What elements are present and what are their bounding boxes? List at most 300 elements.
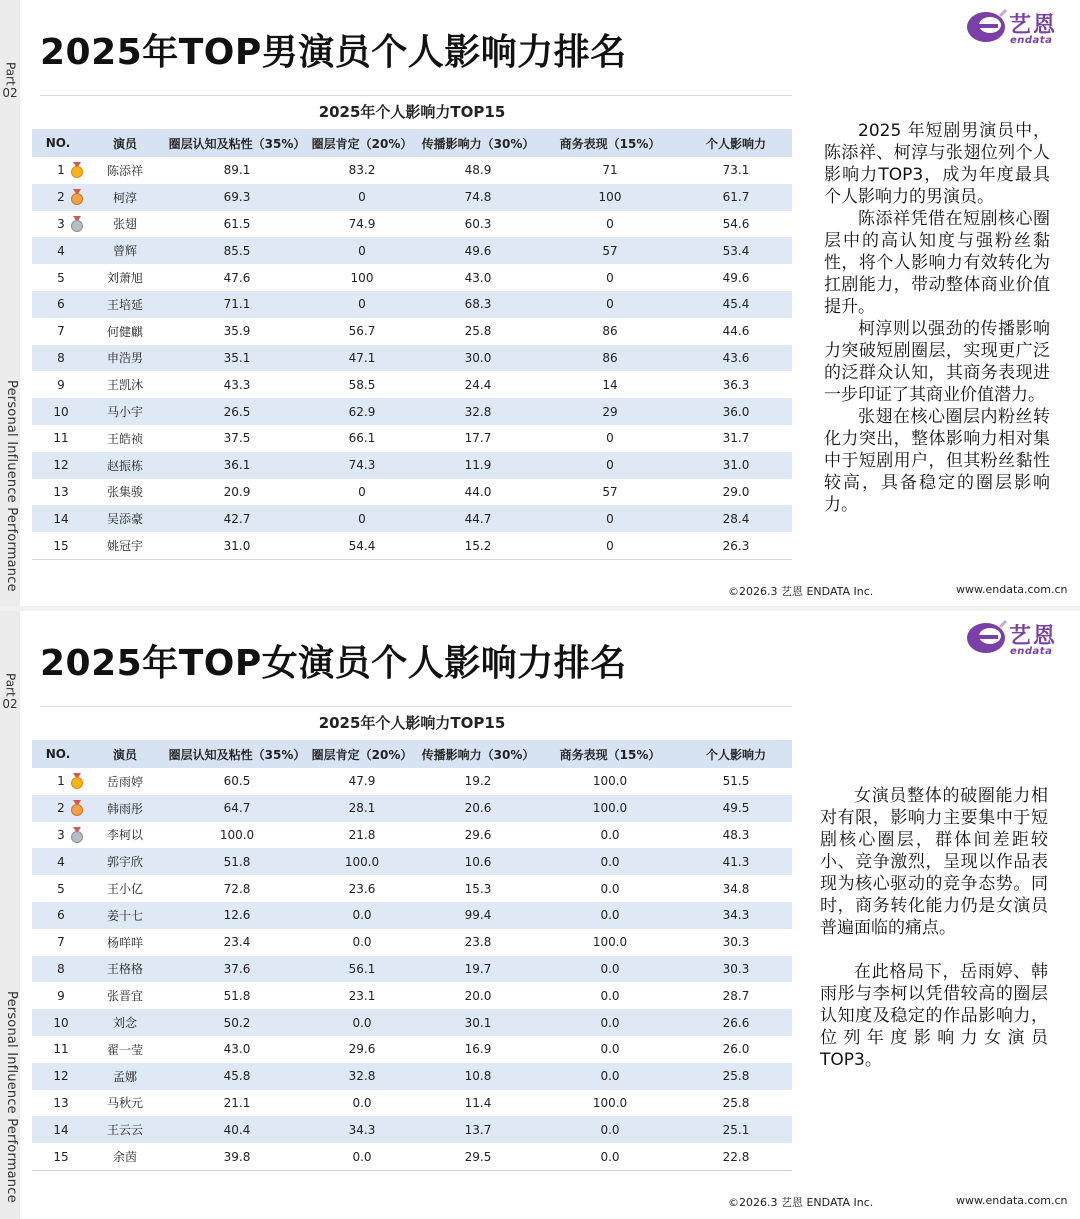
page-title: 2025年TOP男演员个人影响力排名 [40,32,627,73]
rank-number: 6 [57,297,65,312]
actor-name-cell: 王格格 [84,956,166,983]
table-row [32,1143,792,1170]
logo-en: endata [1010,646,1053,657]
col-header: NO. [32,129,84,157]
rank-number: 3 [57,827,65,842]
rank-cell [32,291,84,318]
table-row [32,768,792,795]
influence-score-cell: 61.7 [680,184,792,211]
rank-cell [32,822,84,849]
actor-name-cell: 岳雨婷 [106,774,143,789]
rank-cell [32,929,84,956]
rank-number: 13 [53,1095,69,1110]
awareness-score-cell: 37.6 [166,956,308,983]
analysis-text [820,785,1048,1071]
rank-number: 10 [53,1015,69,1030]
title-divider [40,706,792,707]
business-score-cell: 0.0 [600,1042,620,1057]
awareness-score-cell: 69.3 [166,184,308,211]
rank-number: 7 [57,935,65,950]
page-title: 2025年TOP女演员个人影响力排名 [40,643,627,684]
rank-cell [32,902,84,929]
table-header [32,740,792,768]
rank-cell [32,184,84,211]
table-row [32,822,792,849]
table-row [32,371,792,398]
spread-score-cell: 16.9 [464,1042,492,1057]
table-title: 2025年个人影响力TOP15 [318,714,506,732]
actor-name-cell: 申浩男 [84,345,166,372]
awareness-score-cell: 61.5 [223,216,251,231]
actor-name-cell: 刘念 [84,1009,166,1036]
table-body [32,157,792,559]
business-score-cell: 0.0 [600,881,620,896]
business-score-cell: 100.0 [540,795,680,822]
actor-name-cell: 杨咩咩 [106,935,143,950]
business-score-cell: 0.0 [540,1009,680,1036]
rank-cell [32,345,84,372]
spread-score-cell: 32.8 [416,398,540,425]
rank-number: 9 [57,377,65,392]
influence-score-cell: 51.5 [722,774,750,789]
rank-cell [32,956,84,983]
business-score-cell: 0.0 [540,848,680,875]
rank-number: 14 [53,511,69,526]
actor-name-cell: 王皓祯 [106,431,143,446]
table-row [32,345,792,372]
actor-name-cell: 姜十七 [84,902,166,929]
rank-cell [32,848,84,875]
rank-cell [32,318,84,345]
spread-score-cell: 48.9 [464,163,492,178]
spread-score-cell: 20.0 [464,988,492,1003]
spread-score-cell: 25.8 [464,324,492,339]
col-header: 商务表现（15%） [540,740,680,768]
table-row [32,1116,792,1143]
table-row [32,264,792,291]
recognition-score-cell: 83.2 [348,163,376,178]
spread-score-cell: 24.4 [464,377,492,392]
rank-number: 7 [57,324,65,339]
business-score-cell: 0.0 [540,1143,680,1170]
business-score-cell: 0 [606,431,614,446]
copyright: ©2026.3 艺恩 ENDATA Inc. [728,585,874,598]
recognition-score-cell: 54.4 [308,532,416,559]
spread-score-cell: 11.9 [416,452,540,479]
business-score-cell: 14 [602,377,618,392]
col-header: 演员 [84,129,166,157]
awareness-score-cell: 47.6 [223,270,251,285]
recognition-score-cell: 0.0 [308,1009,416,1036]
recognition-score-cell: 21.8 [348,827,376,842]
table-row [32,157,792,184]
influence-score-cell: 34.8 [722,881,750,896]
awareness-score-cell: 72.8 [223,881,251,896]
rank-number: 12 [53,1069,69,1084]
recognition-score-cell: 0.0 [352,935,372,950]
analysis-paragraph: 女演员整体的破圈能力相对有限，影响力主要集中于短剧核心圈层，群体间差距较小、竞争激烈，呈现以作品表现为核心驱动的竞争态势。同时，商务转化能力仍是女演员普遍面临的痛点。 [820,786,1048,938]
spread-score-cell: 23.8 [464,935,492,950]
table-row [32,452,792,479]
rank-number: 13 [53,484,69,499]
actor-name-cell: 郭宇欣 [84,848,166,875]
rank-cell [32,479,84,506]
spread-score-cell: 19.2 [464,774,492,789]
rank-cell [32,371,84,398]
business-score-cell: 0.0 [600,827,620,842]
rank-cell [32,237,84,264]
table-row [32,211,792,238]
recognition-score-cell: 100 [350,270,374,285]
recognition-score-cell: 58.5 [348,377,376,392]
awareness-score-cell: 43.0 [223,1042,251,1057]
slide-female [0,611,1080,1219]
spread-score-cell: 10.8 [416,1063,540,1090]
spread-score-cell: 44.7 [416,505,540,532]
business-score-cell: 100.0 [592,774,628,789]
table-row [32,956,792,983]
spread-score-cell: 15.3 [464,881,492,896]
website-link[interactable]: www.endata.com.cn [956,1194,1068,1207]
recognition-score-cell: 66.1 [348,431,376,446]
silver-medal-icon [70,216,84,232]
rank-cell [32,398,84,425]
bronze-medal-icon [70,189,84,205]
influence-score-cell: 25.8 [722,1095,750,1110]
logo-cn: 艺恩 [1009,624,1058,649]
influence-score-cell: 48.3 [722,827,750,842]
awareness-score-cell: 51.8 [166,848,308,875]
rank-number: 3 [57,216,65,231]
website-link[interactable]: www.endata.com.cn [956,583,1068,596]
table-row [32,532,792,559]
rank-cell [32,1063,84,1090]
awareness-score-cell: 37.5 [223,431,251,446]
actor-name-cell: 柯淳 [84,184,166,211]
table-row [32,318,792,345]
col-header: 个人影响力 [680,129,792,157]
rank-cell [32,264,84,291]
awareness-score-cell: 71.1 [166,291,308,318]
actor-name-cell: 翟一莹 [106,1042,143,1057]
ranking-table [32,129,792,560]
business-score-cell: 86 [540,345,680,372]
rank-number: 4 [57,243,65,258]
actor-name-cell: 曾辉 [84,237,166,264]
awareness-score-cell: 40.4 [166,1116,308,1143]
influence-score-cell: 22.8 [680,1143,792,1170]
table-title: 2025年个人影响力TOP15 [318,103,506,121]
influence-score-cell: 73.1 [722,163,750,178]
table-row [32,902,792,929]
logo-cn: 艺恩 [1009,13,1058,38]
table-body [32,768,792,1170]
business-score-cell: 57 [540,237,680,264]
col-header: 演员 [84,740,166,768]
endata-logo-icon [966,619,1008,655]
rank-number: 4 [57,854,65,869]
recognition-score-cell: 29.6 [348,1042,376,1057]
influence-score-cell: 54.6 [722,216,750,231]
spread-score-cell: 13.7 [416,1116,540,1143]
slide-male [0,0,1080,608]
part-text: Part [3,62,18,86]
rank-number: 5 [57,270,65,285]
rank-number: 2 [57,190,65,205]
business-score-cell: 100 [540,184,680,211]
spread-score-cell: 15.2 [416,532,540,559]
table-header [32,129,792,157]
influence-score-cell: 26.3 [680,532,792,559]
bronze-medal-icon [70,800,84,816]
business-score-cell: 0 [606,270,614,285]
actor-name-cell: 张集骏 [106,485,143,500]
business-score-cell: 0.0 [540,902,680,929]
recognition-score-cell: 32.8 [308,1063,416,1090]
col-header: 圈层肯定（20%） [308,740,416,768]
influence-score-cell: 43.6 [680,345,792,372]
spread-score-cell: 68.3 [416,291,540,318]
spread-score-cell: 60.3 [464,216,492,231]
rank-number: 15 [53,1149,69,1164]
awareness-score-cell: 60.5 [223,774,251,789]
rank-number: 6 [57,908,65,923]
rank-number: 2 [57,801,65,816]
rank-number: 8 [57,350,65,365]
business-score-cell: 0 [540,291,680,318]
awareness-score-cell: 12.6 [166,902,308,929]
business-score-cell: 100.0 [592,1095,628,1110]
recognition-score-cell: 0.0 [308,1143,416,1170]
spread-score-cell: 19.7 [416,956,540,983]
rank-cell [32,875,84,902]
influence-score-cell: 34.3 [680,902,792,929]
awareness-score-cell: 85.5 [166,237,308,264]
awareness-score-cell: 36.1 [166,452,308,479]
actor-name-cell: 姚冠宇 [84,532,166,559]
recognition-score-cell: 62.9 [308,398,416,425]
rank-number: 10 [53,404,69,419]
col-header: 圈层肯定（20%） [308,129,416,157]
awareness-score-cell: 39.8 [166,1143,308,1170]
recognition-score-cell: 28.1 [308,795,416,822]
recognition-score-cell: 34.3 [308,1116,416,1143]
influence-score-cell: 49.5 [680,795,792,822]
spread-score-cell: 43.0 [464,270,492,285]
awareness-score-cell: 35.9 [223,324,251,339]
col-header: 圈层认知及粘性（35%） [166,740,308,768]
table-row [32,184,792,211]
awareness-score-cell: 23.4 [223,935,251,950]
influence-score-cell: 28.4 [680,505,792,532]
spread-score-cell: 49.6 [416,237,540,264]
endata-logo [966,8,1066,48]
table-row [32,848,792,875]
business-score-cell: 0 [606,216,614,231]
actor-name-cell: 何健麒 [106,324,143,339]
actor-name-cell: 王培延 [84,291,166,318]
endata-logo [966,619,1066,659]
spread-score-cell: 30.0 [416,345,540,372]
influence-score-cell: 31.7 [722,431,750,446]
part-text: Part [3,673,18,697]
actor-name-cell: 陈添祥 [106,163,143,178]
endata-logo-icon [966,8,1008,44]
spread-score-cell: 44.0 [464,484,492,499]
recognition-score-cell: 74.9 [348,216,376,231]
part-number: 02 [2,85,18,100]
col-header: 传播影响力（30%） [416,740,540,768]
part-number: 02 [2,696,18,711]
influence-score-cell: 25.1 [680,1116,792,1143]
business-score-cell: 71 [602,163,618,178]
awareness-score-cell: 89.1 [223,163,251,178]
awareness-score-cell: 51.8 [223,988,251,1003]
analysis-paragraph: 陈添祥凭借在短剧核心圈层中的高认知度与强粉丝黏性，将个人影响力有效转化为扛剧能力，带动整体商业价值提升。 [824,209,1050,317]
rank-cell [32,768,84,795]
spread-score-cell: 74.8 [416,184,540,211]
recognition-score-cell: 0 [308,505,416,532]
influence-score-cell: 30.3 [722,935,750,950]
col-header: 个人影响力 [680,740,792,768]
awareness-score-cell: 43.3 [223,377,251,392]
table-row [32,291,792,318]
rank-number: 15 [53,538,69,553]
table-row [32,795,792,822]
spread-score-cell: 99.4 [416,902,540,929]
influence-score-cell: 28.7 [722,988,750,1003]
awareness-score-cell: 45.8 [166,1063,308,1090]
recognition-score-cell: 0 [358,484,366,499]
section-label: Personal Influence Performance [4,991,19,1203]
analysis-paragraph: 在此格局下，岳雨婷、韩雨彤与李柯以凭借较高的圈层认知度及稳定的作品影响力，位列年度影响力女演员TOP3。 [820,962,1048,1070]
table-row [32,237,792,264]
influence-score-cell: 45.4 [680,291,792,318]
rank-cell [32,211,84,238]
influence-score-cell: 36.0 [680,398,792,425]
influence-score-cell: 49.6 [722,270,750,285]
table-row [32,929,792,956]
awareness-score-cell: 42.7 [166,505,308,532]
influence-score-cell: 31.0 [680,452,792,479]
col-header: 圈层认知及粘性（35%） [166,129,308,157]
actor-name-cell: 韩雨彤 [84,795,166,822]
recognition-score-cell: 0.0 [308,902,416,929]
actor-name-cell: 赵振栋 [84,452,166,479]
spread-score-cell: 17.7 [464,431,492,446]
recognition-score-cell: 23.1 [348,988,376,1003]
recognition-score-cell: 47.1 [308,345,416,372]
awareness-score-cell: 35.1 [166,345,308,372]
spread-score-cell: 20.6 [416,795,540,822]
influence-score-cell: 30.3 [680,956,792,983]
table-row [32,425,792,452]
table-row [32,1009,792,1036]
awareness-score-cell: 21.1 [223,1095,251,1110]
recognition-score-cell: 74.3 [308,452,416,479]
logo-en: endata [1010,35,1053,46]
awareness-score-cell: 20.9 [223,484,251,499]
influence-score-cell: 41.3 [680,848,792,875]
recognition-score-cell: 0.0 [352,1095,372,1110]
col-header: 传播影响力（30%） [416,129,540,157]
rank-cell [32,425,84,452]
influence-score-cell: 26.0 [722,1042,750,1057]
recognition-score-cell: 47.9 [348,774,376,789]
rank-number: 14 [53,1122,69,1137]
rank-cell [32,532,84,559]
spread-score-cell: 29.5 [416,1143,540,1170]
influence-score-cell: 29.0 [722,484,750,499]
business-score-cell: 86 [602,324,618,339]
table-row [32,982,792,1009]
influence-score-cell: 26.6 [680,1009,792,1036]
rank-number: 12 [53,458,69,473]
rank-cell [32,1036,84,1063]
business-score-cell: 0.0 [540,1063,680,1090]
recognition-score-cell: 0 [308,237,416,264]
actor-name-cell: 张晋宜 [106,989,143,1004]
business-score-cell: 0 [540,505,680,532]
copyright: ©2026.3 艺恩 ENDATA Inc. [728,1196,874,1209]
actor-name-cell: 王小亿 [106,882,143,897]
analysis-paragraph: 2025 年短剧男演员中，陈添祥、柯淳与张翅位列个人影响力TOP3，成为年度最具个人影响力的男演员。 [824,121,1050,207]
awareness-score-cell: 100.0 [219,827,255,842]
rank-number: 11 [53,431,69,446]
rank-cell [32,1009,84,1036]
rank-cell [32,982,84,1009]
business-score-cell: 100.0 [592,935,628,950]
analysis-text [824,120,1050,516]
actor-name-cell: 刘萧旭 [106,271,143,286]
rank-number: 9 [57,988,65,1003]
rank-cell [32,1116,84,1143]
rank-cell [32,795,84,822]
business-score-cell: 0.0 [600,988,620,1003]
section-label: Personal Influence Performance [4,380,19,592]
gold-medal-icon [70,773,84,789]
influence-score-cell: 25.8 [680,1063,792,1090]
table-row [32,505,792,532]
part-label [1,673,19,712]
recognition-score-cell: 0 [308,291,416,318]
ranking-table [32,740,792,1171]
spread-score-cell: 29.6 [464,827,492,842]
business-score-cell: 57 [602,484,618,499]
actor-name-cell: 余茵 [84,1143,166,1170]
table-row [32,1036,792,1063]
col-header: 商务表现（15%） [540,129,680,157]
rank-cell [32,452,84,479]
spread-score-cell: 30.1 [416,1009,540,1036]
rank-number: 11 [53,1042,69,1057]
business-score-cell: 0 [540,532,680,559]
rank-number: 8 [57,961,65,976]
rank-number: 1 [57,774,65,789]
business-score-cell: 0 [540,452,680,479]
rank-cell [32,1143,84,1170]
title-divider [40,95,792,96]
recognition-score-cell: 0 [308,184,416,211]
influence-score-cell: 36.3 [722,377,750,392]
actor-name-cell: 王凯沐 [106,378,143,393]
recognition-score-cell: 100.0 [308,848,416,875]
influence-score-cell: 53.4 [680,237,792,264]
awareness-score-cell: 31.0 [166,532,308,559]
gold-medal-icon [70,162,84,178]
business-score-cell: 0.0 [540,1116,680,1143]
part-label [1,62,19,101]
